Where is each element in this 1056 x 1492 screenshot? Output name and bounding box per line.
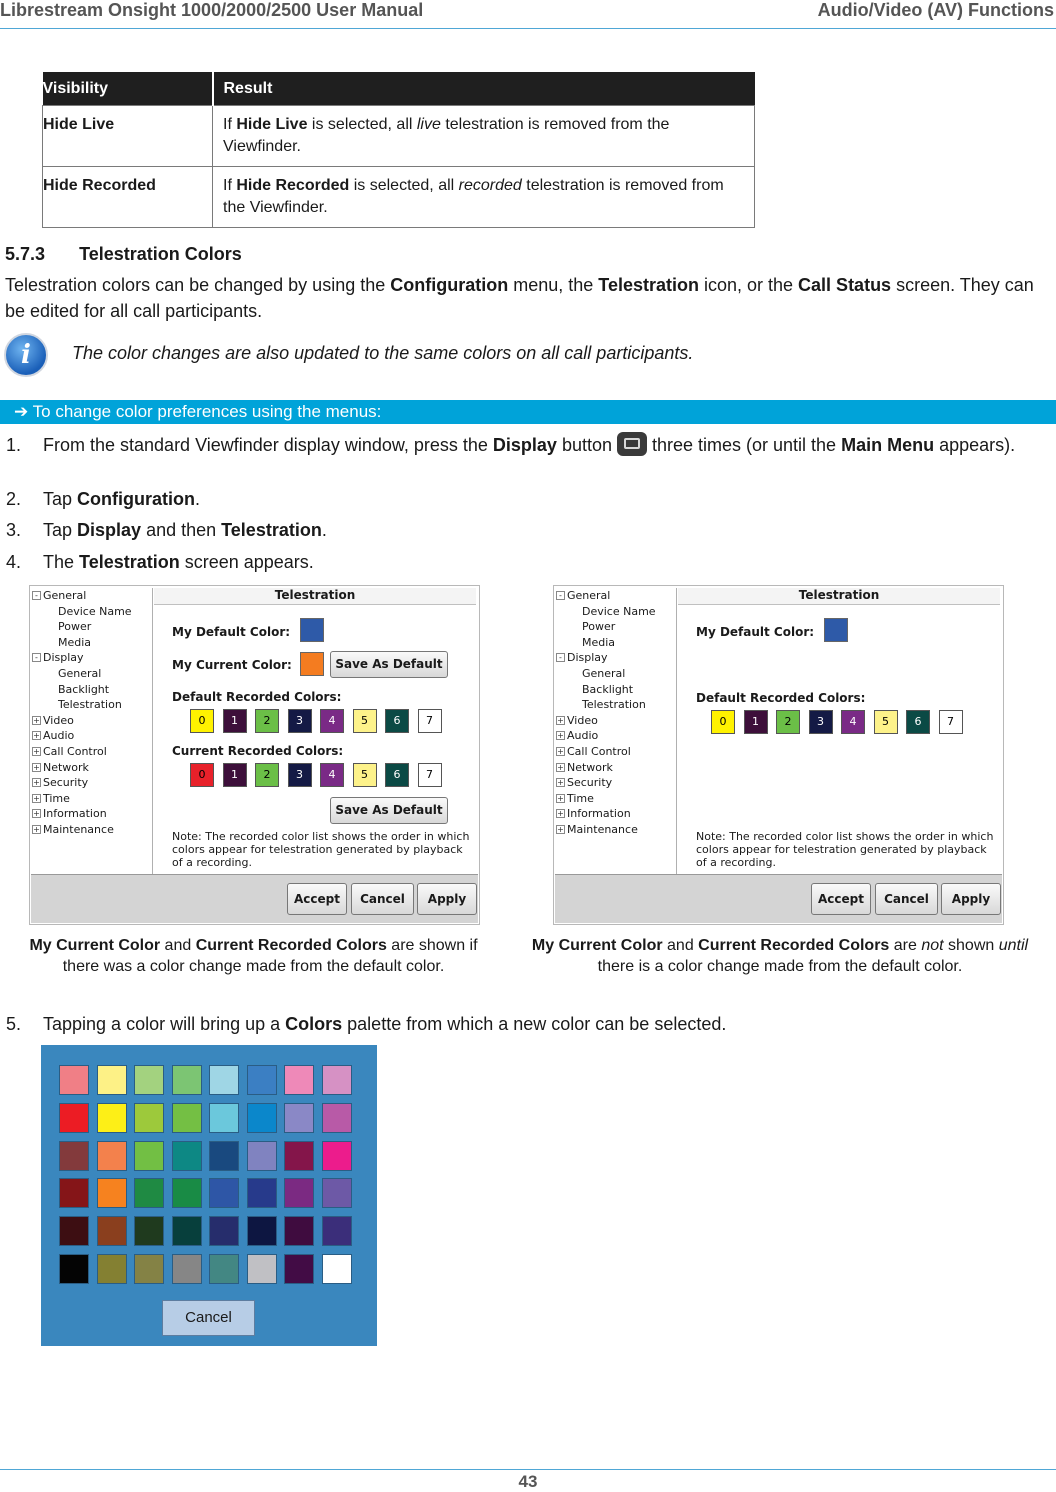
palette-color-swatch[interactable]: [322, 1141, 352, 1171]
my-default-label: My Default Color:: [172, 625, 291, 639]
palette-color-swatch[interactable]: [247, 1254, 277, 1284]
screen-footer: [31, 874, 478, 923]
palette-color-swatch[interactable]: [172, 1141, 202, 1171]
color-chip[interactable]: 7: [939, 710, 963, 734]
table-header-cell: Result: [213, 72, 755, 106]
step-4: 4. The Telestration screen appears.: [6, 552, 314, 572]
palette-color-swatch[interactable]: [59, 1216, 89, 1246]
my-default-label: My Default Color:: [696, 625, 815, 639]
step-1: 1. From the standard Viewfinder display window, press the Display button three times (or until the Main Menu appears).: [6, 432, 1046, 458]
tree-item-label: Telestration: [582, 698, 646, 712]
caption-left: My Current Color and Current Recorded Colors are shown if there was a color change made from the default color.: [29, 937, 478, 975]
tree-item-label: Backlight: [582, 682, 634, 696]
tree-item[interactable]: [32, 744, 152, 760]
table-cell-term: Hide Recorded: [43, 167, 213, 228]
palette-color-swatch[interactable]: [172, 1254, 202, 1284]
tree-item-label: Device Name: [58, 604, 132, 618]
tree-item[interactable]: [556, 697, 676, 713]
tree-item[interactable]: [32, 666, 152, 682]
page-number: 43: [518, 1472, 538, 1491]
tree-item-label: Network: [43, 760, 89, 774]
color-chip[interactable]: 5: [874, 710, 898, 734]
palette-color-swatch[interactable]: [322, 1178, 352, 1208]
color-chip[interactable]: 1: [223, 763, 247, 787]
expand-icon[interactable]: +: [33, 731, 40, 741]
tree-item[interactable]: [32, 728, 152, 744]
cancel-button[interactable]: Cancel: [875, 883, 938, 915]
tree-item-label: General: [43, 589, 87, 602]
palette-color-swatch[interactable]: [209, 1103, 239, 1133]
display-button-icon: [617, 432, 647, 456]
color-chip[interactable]: 4: [841, 710, 865, 734]
my-default-swatch[interactable]: [300, 618, 324, 642]
tree-item[interactable]: [32, 806, 152, 822]
color-chip[interactable]: 3: [809, 710, 833, 734]
palette-color-swatch[interactable]: [284, 1103, 314, 1133]
telestration-screen-default: [553, 585, 1004, 925]
tree-item-label: Audio: [43, 729, 75, 743]
step-5: 5. Tapping a color will bring up a Colors palette from which a new color can be selected.: [6, 1014, 727, 1034]
tree-item[interactable]: [32, 619, 152, 635]
info-icon: i: [4, 333, 48, 377]
palette-color-swatch[interactable]: [172, 1216, 202, 1246]
tree-item-label: Information: [43, 807, 107, 821]
color-chip[interactable]: 2: [776, 710, 800, 734]
tree-item-label: General: [58, 666, 102, 680]
screen-note: Note: The recorded color list shows the order in which colors appear for telestration generated by playback of a recording.: [696, 830, 994, 869]
tree-item-label: Power: [58, 620, 92, 634]
caption-right: My Current Color and Current Recorded Colors are not shown until there is a color change made from the default color.: [531, 937, 1029, 975]
tree-item[interactable]: [32, 635, 152, 651]
palette-color-swatch[interactable]: [284, 1254, 314, 1284]
tree-item[interactable]: [556, 760, 676, 776]
tree-item-label: General: [567, 589, 611, 602]
tree-item-label: Time: [43, 791, 70, 805]
tree-item-label: Telestration: [58, 698, 122, 712]
tree-item[interactable]: [556, 744, 676, 760]
colors-palette: [41, 1045, 377, 1346]
tree-item-label: Media: [582, 635, 616, 649]
table-row: [43, 167, 755, 228]
expand-icon[interactable]: +: [33, 809, 40, 819]
tree-item[interactable]: [556, 666, 676, 682]
current-recorded-label: Current Recorded Colors:: [172, 744, 344, 758]
palette-color-swatch[interactable]: [134, 1141, 164, 1171]
palette-color-swatch[interactable]: [322, 1254, 352, 1284]
header-rule: [0, 28, 1056, 29]
telestration-screen-changed: [29, 585, 480, 925]
palette-color-swatch[interactable]: [59, 1103, 89, 1133]
cancel-button[interactable]: Cancel: [351, 883, 414, 915]
expand-icon[interactable]: +: [557, 778, 564, 788]
save-as-default-button[interactable]: Save As Default: [330, 797, 448, 824]
palette-color-swatch[interactable]: [284, 1065, 314, 1095]
tree-item[interactable]: [32, 713, 152, 729]
section-number: 5.7.3: [5, 244, 46, 264]
tree-item-label: Call Control: [567, 744, 631, 758]
screen-title: Telestration: [154, 588, 476, 605]
note-text: The color changes are also updated to the same colors on all call participants.: [72, 343, 694, 363]
apply-button[interactable]: Apply: [417, 883, 477, 915]
palette-color-swatch[interactable]: [209, 1178, 239, 1208]
tree-item-label: Device Name: [582, 604, 656, 618]
tree-item[interactable]: [556, 713, 676, 729]
tree-item[interactable]: [556, 791, 676, 807]
palette-color-swatch[interactable]: [97, 1065, 127, 1095]
tree-item[interactable]: [32, 650, 152, 666]
expand-icon[interactable]: +: [33, 746, 40, 756]
color-chip[interactable]: 3: [288, 763, 312, 787]
tree-item-label: Media: [58, 635, 92, 649]
arrow-icon: ➔: [14, 402, 29, 421]
tree-item[interactable]: [556, 619, 676, 635]
palette-color-swatch[interactable]: [134, 1216, 164, 1246]
tree-item[interactable]: [556, 728, 676, 744]
expand-icon[interactable]: +: [33, 793, 40, 803]
palette-color-swatch[interactable]: [134, 1254, 164, 1284]
color-chip[interactable]: 2: [255, 763, 279, 787]
color-chip[interactable]: 6: [385, 763, 409, 787]
palette-color-swatch[interactable]: [59, 1065, 89, 1095]
expand-icon[interactable]: +: [33, 824, 40, 834]
table-header-row: [43, 72, 755, 106]
section-paragraph: Telestration colors can be changed by using the Configuration menu, the Telestration icon, or the Call Status screen. They can be edited for all call participants.: [5, 275, 1034, 321]
default-recorded-label: Default Recorded Colors:: [696, 691, 866, 705]
palette-color-swatch[interactable]: [97, 1254, 127, 1284]
color-chip[interactable]: 6: [385, 709, 409, 733]
tree-item[interactable]: [32, 682, 152, 698]
tree-item-label: Maintenance: [567, 822, 638, 836]
palette-color-swatch[interactable]: [284, 1141, 314, 1171]
expand-icon[interactable]: +: [557, 824, 564, 834]
tree-item-label: Network: [567, 760, 613, 774]
palette-color-swatch[interactable]: [97, 1141, 127, 1171]
tree-item[interactable]: [556, 822, 676, 838]
palette-color-swatch[interactable]: [209, 1141, 239, 1171]
my-current-label: My Current Color:: [172, 658, 292, 672]
tree-item[interactable]: [32, 775, 152, 791]
tree-item[interactable]: [32, 697, 152, 713]
palette-color-swatch[interactable]: [134, 1103, 164, 1133]
tree-item-label: Power: [582, 620, 616, 634]
color-chip[interactable]: 4: [320, 763, 344, 787]
palette-color-swatch[interactable]: [322, 1065, 352, 1095]
palette-color-swatch[interactable]: [97, 1216, 127, 1246]
color-chip[interactable]: 7: [418, 763, 442, 787]
tree-item[interactable]: [556, 806, 676, 822]
palette-color-swatch[interactable]: [172, 1178, 202, 1208]
tree-item[interactable]: [556, 775, 676, 791]
header-chapter-title: Audio/Video (AV) Functions: [817, 0, 1054, 20]
tree-item-label: Video: [43, 713, 74, 727]
screen-note: Note: The recorded color list shows the order in which colors appear for telestration generated by playback of a recording.: [172, 830, 470, 869]
my-current-swatch[interactable]: [300, 652, 324, 676]
palette-color-swatch[interactable]: [172, 1065, 202, 1095]
settings-tree: [32, 588, 153, 876]
color-chip[interactable]: 5: [353, 709, 377, 733]
settings-tree: [556, 588, 677, 876]
tree-item[interactable]: [32, 588, 152, 604]
palette-cancel-button[interactable]: Cancel: [162, 1300, 255, 1336]
expand-icon[interactable]: +: [33, 762, 40, 772]
color-chip[interactable]: 6: [906, 710, 930, 734]
apply-button[interactable]: Apply: [941, 883, 1001, 915]
tree-item-label: Time: [567, 791, 594, 805]
palette-color-swatch[interactable]: [284, 1216, 314, 1246]
collapse-icon[interactable]: -: [556, 653, 565, 662]
tree-item-label: Display: [43, 651, 84, 665]
section-title: Telestration Colors: [79, 244, 242, 264]
expand-icon[interactable]: +: [557, 762, 564, 772]
tree-item-label: Backlight: [58, 682, 110, 696]
tree-item-label: Video: [567, 713, 598, 727]
color-chip[interactable]: 5: [353, 763, 377, 787]
palette-color-swatch[interactable]: [322, 1103, 352, 1133]
table-row: [43, 106, 755, 167]
palette-color-swatch[interactable]: [209, 1065, 239, 1095]
tree-item[interactable]: [556, 588, 676, 604]
table-cell-result: If Hide Live is selected, all live telestration is removed from the Viewfinder.: [213, 106, 755, 167]
color-chip[interactable]: 0: [711, 710, 735, 734]
step-3: 3. Tap Display and then Telestration.: [6, 520, 327, 540]
save-as-default-button[interactable]: Save As Default: [330, 651, 448, 678]
tree-item-label: Information: [567, 807, 631, 821]
tree-item[interactable]: [556, 635, 676, 651]
palette-color-swatch[interactable]: [247, 1065, 277, 1095]
palette-color-swatch[interactable]: [322, 1216, 352, 1246]
expand-icon[interactable]: +: [557, 793, 564, 803]
tree-item-label: Maintenance: [43, 822, 114, 836]
tree-item[interactable]: [556, 604, 676, 620]
expand-icon[interactable]: +: [33, 715, 40, 725]
step-2: 2. Tap Configuration.: [6, 489, 201, 509]
screen-footer: [555, 874, 1002, 923]
accept-button[interactable]: Accept: [811, 883, 871, 915]
palette-color-swatch[interactable]: [247, 1103, 277, 1133]
header-manual-title: Librestream Onsight 1000/2000/2500 User Manual: [0, 0, 424, 20]
color-chip[interactable]: 3: [288, 709, 312, 733]
palette-color-swatch[interactable]: [134, 1065, 164, 1095]
color-chip[interactable]: 1: [223, 709, 247, 733]
tree-item-label: Security: [43, 776, 89, 790]
palette-color-swatch[interactable]: [134, 1178, 164, 1208]
tree-item-label: Call Control: [43, 744, 107, 758]
tree-item-label: General: [582, 666, 626, 680]
palette-color-swatch[interactable]: [59, 1254, 89, 1284]
my-default-swatch[interactable]: [824, 618, 848, 642]
palette-color-swatch[interactable]: [284, 1178, 314, 1208]
tree-item[interactable]: [32, 822, 152, 838]
palette-color-swatch[interactable]: [247, 1141, 277, 1171]
tree-item-label: Security: [567, 776, 613, 790]
tree-item-label: Display: [567, 651, 608, 665]
collapse-icon[interactable]: -: [32, 653, 41, 662]
palette-color-swatch[interactable]: [97, 1103, 127, 1133]
color-chip[interactable]: 2: [255, 709, 279, 733]
collapse-icon[interactable]: -: [556, 591, 565, 600]
color-chip[interactable]: 7: [418, 709, 442, 733]
palette-color-swatch[interactable]: [59, 1178, 89, 1208]
screen-title: Telestration: [678, 588, 1000, 605]
palette-color-swatch[interactable]: [209, 1254, 239, 1284]
table-cell-term: Hide Live: [43, 106, 213, 167]
expand-icon[interactable]: +: [557, 731, 564, 741]
tree-item-label: Audio: [567, 729, 599, 743]
palette-color-swatch[interactable]: [247, 1178, 277, 1208]
tree-item[interactable]: [32, 604, 152, 620]
visibility-table: [42, 72, 755, 228]
footer-rule: [0, 1469, 1056, 1470]
palette-color-swatch[interactable]: [97, 1178, 127, 1208]
expand-icon[interactable]: +: [557, 809, 564, 819]
default-recorded-label: Default Recorded Colors:: [172, 690, 342, 704]
expand-icon[interactable]: +: [557, 715, 564, 725]
procedure-bar: [0, 400, 1056, 424]
color-chip[interactable]: 4: [320, 709, 344, 733]
color-chip[interactable]: 0: [190, 709, 214, 733]
tree-item[interactable]: [32, 791, 152, 807]
palette-color-swatch[interactable]: [59, 1141, 89, 1171]
collapse-icon[interactable]: -: [32, 591, 41, 600]
color-chip[interactable]: 0: [190, 763, 214, 787]
expand-icon[interactable]: +: [557, 746, 564, 756]
table-header-cell: Visibility: [43, 72, 213, 106]
tree-item[interactable]: [556, 650, 676, 666]
tree-item[interactable]: [32, 760, 152, 776]
table-cell-result: If Hide Recorded is selected, all recorded telestration is removed from the Viewfinder.: [213, 167, 755, 228]
palette-color-swatch[interactable]: [172, 1103, 202, 1133]
procedure-title: To change color preferences using the menus:: [32, 402, 382, 421]
palette-color-swatch[interactable]: [247, 1216, 277, 1246]
tree-item[interactable]: [556, 682, 676, 698]
color-chip[interactable]: 1: [744, 710, 768, 734]
section-heading: [5, 244, 242, 265]
expand-icon[interactable]: +: [33, 778, 40, 788]
palette-color-swatch[interactable]: [209, 1216, 239, 1246]
accept-button[interactable]: Accept: [287, 883, 347, 915]
